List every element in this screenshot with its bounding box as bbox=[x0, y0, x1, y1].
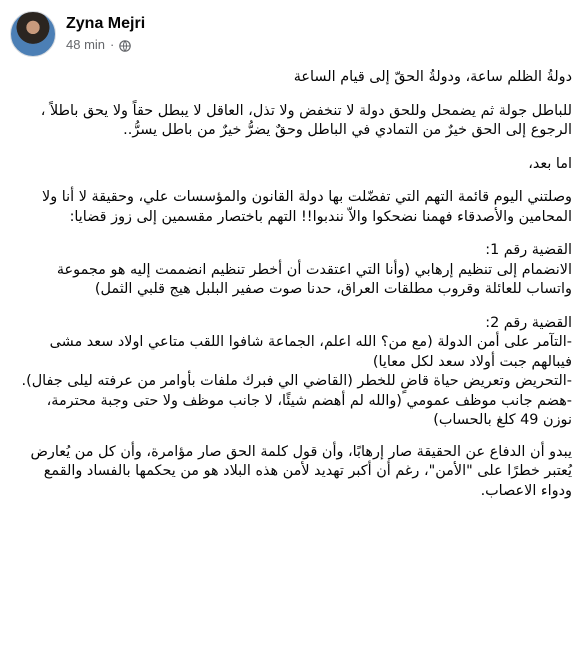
paragraph-intro: للباطل جولة ثم يضمحل وللحق دولة لا تنخفض ولا تذل، العاقل لا يبطل حقاً ولا يحق باطلاً ، الرجوع إلى الحق خيرٌ من التمادي في الباطل وحقٌ يضرُّ خيرٌ من باطل يسرُّ.. bbox=[40, 102, 572, 138]
post-timestamp[interactable]: 48 min bbox=[66, 37, 106, 52]
paragraph-case-2: القضية رقم 2: -التآمر على أمن الدولة (مع من؟ الله اعلم، الجماعة شافوا اللقب متاعي اولاد سعد مشى فيبالهم جبت أولاد سعد لكل معايا) -التحريض وتعريض حياة قاضٍ للخطر (القاضي الي فبرك ملفات بأوامر من عرفته ليلى جفال). -هضم جانب موظف عمومي (والله لم أهضم شيئًا، لا جانب موظف ولا حتى وجبة محترمة، نوزن 49 كلغ بالحساب) bbox=[21, 314, 572, 428]
post-subline bbox=[66, 36, 145, 54]
paragraph-case-1: القضية رقم 1: الانضمام إلى تنظيم إرهابي (وأنا التي اعتقدت أن أخطر تنظيم انضممت إليه هو مجموعة واتساب للعائلة وقروب مطلقات العراق، حدنا صوت صفير البلبل هيج قلبي الثمل) bbox=[56, 242, 572, 297]
post-header bbox=[10, 8, 145, 60]
paragraph-charges-intro: وصلتني اليوم قائمة التهم التي تفضّلت بها دولة القانون والمؤسسات علي، وحقيقة لا أنا ولا المحامين والأصدقاء فهمنا نضحكوا والاّ نندبوا!! التهم باختصار مقسمين إلى زوز قضايا: bbox=[42, 189, 572, 225]
post-body bbox=[16, 68, 572, 515]
paragraph-amabaad: اما بعد، bbox=[528, 155, 572, 172]
paragraph-title: دولةُ الظلم ساعة، ودولةُ الحقّ إلى قيام الساعة bbox=[293, 69, 572, 85]
globe-icon[interactable] bbox=[119, 39, 131, 51]
author-name[interactable]: Zyna Mejri bbox=[66, 15, 146, 32]
post-meta bbox=[66, 14, 145, 54]
avatar[interactable] bbox=[10, 11, 56, 57]
separator-dot: · bbox=[110, 37, 115, 52]
paragraph-conclusion: يبدو أن الدفاع عن الحقيقة صار إرهابًا، وأن قول كلمة الحق صار مؤامرة، وأن كل من يُعارض يُعتبر خطرًا على "الأمن"، رغم أن أكبر تهديد لأمن هذه البلاد هو من يحكمها بالفساد والقمع ودواء الاعصاب. bbox=[30, 443, 572, 499]
